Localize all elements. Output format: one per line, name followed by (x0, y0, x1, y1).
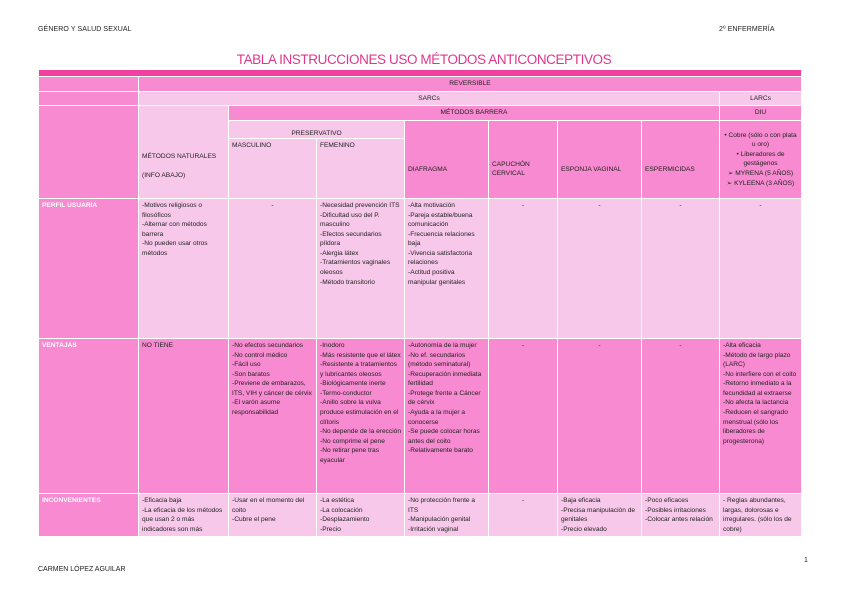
header-subject: GÉNERO Y SALUD SEXUAL (38, 26, 132, 33)
diu-types: • Cobre (sólo o con plata u oro) • Liberadores de gestágenos ➢ MYRENA (5 AÑOS) ➢ KYLEENA (3 AÑOS) (720, 120, 802, 199)
row-label-ventajas: VENTAJAS (39, 339, 139, 494)
contraceptive-table (38, 69, 802, 537)
cell-capuchon-inconvenientes: - (489, 494, 558, 537)
cell-capuchon-perfil: - (489, 199, 558, 339)
top-band-cell (39, 70, 802, 77)
esponja-header: ESPONJA VAGINAL (558, 120, 642, 199)
table-row (39, 339, 802, 494)
cell-diafragma-perfil: -Alta motivación -Pareja estable/buena comunicación -Frecuencia relaciones baja -Vivencia satisfactoria relaciones -Actitud positiva manipular genitales (405, 199, 489, 339)
diafragma-header: DIAFRAGMA (405, 120, 489, 199)
corner-cell-3 (39, 106, 139, 199)
cell-diu-inconvenientes: - Reglas abundantes, largas, dolorosas e irregulares. (sólo los de cobre) (720, 494, 802, 537)
cell-espermicidas-ventajas: - (642, 339, 720, 494)
page-number: 1 (804, 557, 808, 564)
cell-esponja-inconvenientes: -Baja eficacia -Precisa manipulación de genitales -Precio elevado (558, 494, 642, 537)
cell-capuchon-ventajas: - (489, 339, 558, 494)
corner-cell-2 (39, 91, 139, 106)
cell-esponja-ventajas: - (558, 339, 642, 494)
row-label-inconvenientes: INCONVENIENTES (39, 494, 139, 537)
table-row (39, 199, 802, 339)
cell-femenino-inconvenientes: -La estética -La colocación -Desplazamiento -Precio (317, 494, 405, 537)
header-course: 2º ENFERMERÍA (719, 26, 775, 33)
femenino-header: FEMENINO (317, 139, 405, 199)
cell-masculino-ventajas: -No efectos secundarios -No control médico -Fácil uso -Son baratos -Previene de embarazos, ITS, VIH y cáncer de cérvix -El varón asume responsabilidad (229, 339, 317, 494)
cell-masculino-inconvenientes: -Usar en el momento del coito -Cubre el pene (229, 494, 317, 537)
cell-femenino-ventajas: -Inodoro -Más resistente que el látex -Resistente a tratamientos y lubricantes oleosos -Biológicamente inerte -Termo-conductor -Anillo sobre la vulva produce estimulación en el clítoris -No depende de la erección -No comprime el pene -No retirar pene tras eyacular (317, 339, 405, 494)
sarcs-header: SARCs (139, 91, 720, 106)
metodos-naturales-header: MÉTODOS NATURALES (INFO ABAJO) (139, 106, 229, 199)
espermicidas-header: ESPERMICIDAS (642, 120, 720, 199)
footer-author: CARMEN LÓPEZ AGUILAR (38, 566, 126, 573)
reversible-header: REVERSIBLE (139, 77, 802, 92)
corner-cell (39, 77, 139, 92)
cell-femenino-perfil: -Necesidad prevención ITS -Dificultad uso del P. masculino -Efectos secundarios píldora -Alergia látex -Tratamientos vaginales oleosos -Método transitorio (317, 199, 405, 339)
cell-espermicidas-perfil: - (642, 199, 720, 339)
cell-esponja-perfil: - (558, 199, 642, 339)
row-label-perfil: PERFIL USUARIA (39, 199, 139, 339)
capuchon-header: CAPUCHÓN CERVICAL (489, 120, 558, 199)
cell-diu-perfil: - (720, 199, 802, 339)
cell-diafragma-ventajas: -Autonomía de la mujer -No ef. secundarios (método seminatural) -Recuperación inmediata fertilidad -Protege frente a Cáncer de cérvix -Ayuda a la mujer a conocerse -Se puede colocar horas antes del coito -Relativamente barato (405, 339, 489, 494)
page-title: TABLA INSTRUCCIONES USO MÉTODOS ANTICONCEPTIVOS (236, 52, 612, 67)
cell-naturales-ventajas: NO TIENE (139, 339, 229, 494)
cell-naturales-perfil: -Motivos religiosos o filosóficos -Alternar con métodos barrera -No pueden usar otros métodos (139, 199, 229, 339)
larcs-header: LARCs (720, 91, 802, 106)
cell-masculino-perfil: - (229, 199, 317, 339)
cell-diafragma-inconvenientes: -No protección frente a ITS -Manipulación genital -Irritación vaginal (405, 494, 489, 537)
cell-diu-ventajas: -Alta eficacia -Método de largo plazo (LARC) -No interfiere con el coito -Retorno inmediato a la fecundidad al extraerse -No afecta la lactancia -Reducen el sangrado menstrual (sólo los liberadores de progesterona) (720, 339, 802, 494)
preservativo-header: PRESERVATIVO (229, 120, 405, 139)
table-row (39, 494, 802, 537)
diu-header: DIU (720, 106, 802, 121)
cell-naturales-inconvenientes: -Eficacia baja -La eficacia de los métodos que usan 2 o más indicadores son más (139, 494, 229, 537)
header-row-reversible (39, 77, 802, 92)
table-top-band (39, 70, 802, 77)
header-row-barrera (39, 106, 802, 121)
header-row-sarcs (39, 91, 802, 106)
cell-espermicidas-inconvenientes: -Poco eficaces -Posibles irritaciones -Colocar antes relación (642, 494, 720, 537)
metodos-barrera-header: MÉTODOS BARRERA (229, 106, 720, 121)
masculino-header: MASCULINO (229, 139, 317, 199)
